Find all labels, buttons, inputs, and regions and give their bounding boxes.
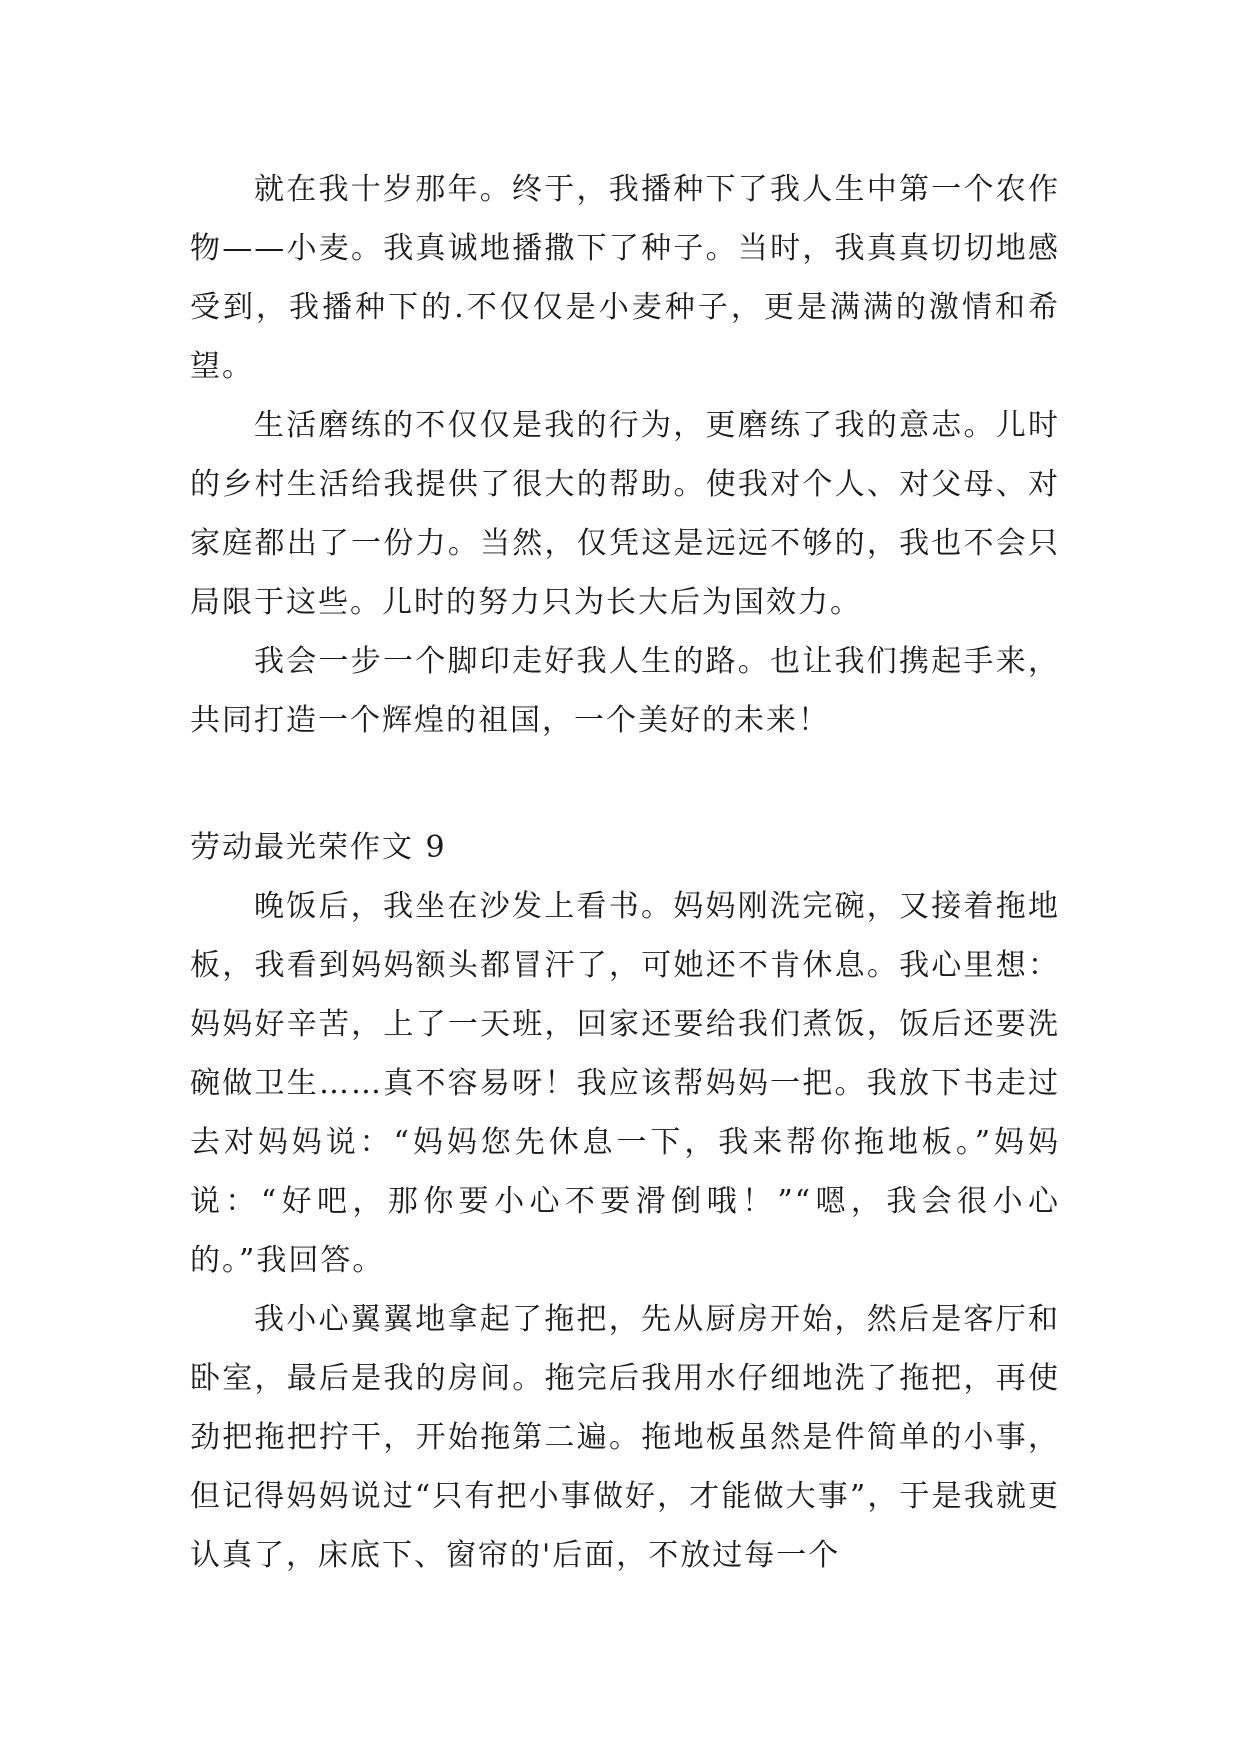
paragraph: 就在我十岁那年。终于，我播种下了我人生中第一个农作物——小麦。我真诚地播撒下了种子。当时，我真真切切地感受到，我播种下的.不仅仅是小麦种子，更是满满的激情和希望。 — [190, 172, 1060, 384]
paragraph: 晚饭后，我坐在沙发上看书。妈妈刚洗完碗，又接着拖地板，我看到妈妈额头都冒汗了，可她还不肯休息。我心里想：妈妈好辛苦，上了一天班，回家还要给我们煮饭，饭后还要洗碗做卫生……真不容易呀！我应该帮妈妈一把。我放下书走过去对妈妈说：“妈妈您先休息一下，我来帮你拖地板。”妈妈说：“好吧，那你要小心不要滑倒哦！”“嗯，我会很小心的。”我回答。 — [190, 889, 1060, 1278]
paragraph: 生活磨练的不仅仅是我的行为，更磨练了我的意志。儿时的乡村生活给我提供了很大的帮助。使我对个人、对父母、对家庭都出了一份力。当然，仅凭这是远远不够的，我也不会只局限于这些。儿时的努力只为长大后为国效力。 — [190, 408, 1060, 620]
paragraph: 我会一步一个脚印走好我人生的路。也让我们携起手来，共同打造一个辉煌的祖国，一个美好的未来！ — [190, 644, 1060, 738]
section-heading: 劳动最光荣作文 9 — [190, 830, 447, 865]
document-page — [190, 160, 1060, 1585]
paragraph: 我小心翼翼地拿起了拖把，先从厨房开始，然后是客厅和卧室，最后是我的房间。拖完后我用水仔细地洗了拖把，再使劲把拖把拧干，开始拖第二遍。拖地板虽然是件简单的小事，但记得妈妈说过“只有把小事做好，才能做大事”，于是我就更认真了，床底下、窗帘的'后面，不放过每一个 — [190, 1302, 1060, 1573]
